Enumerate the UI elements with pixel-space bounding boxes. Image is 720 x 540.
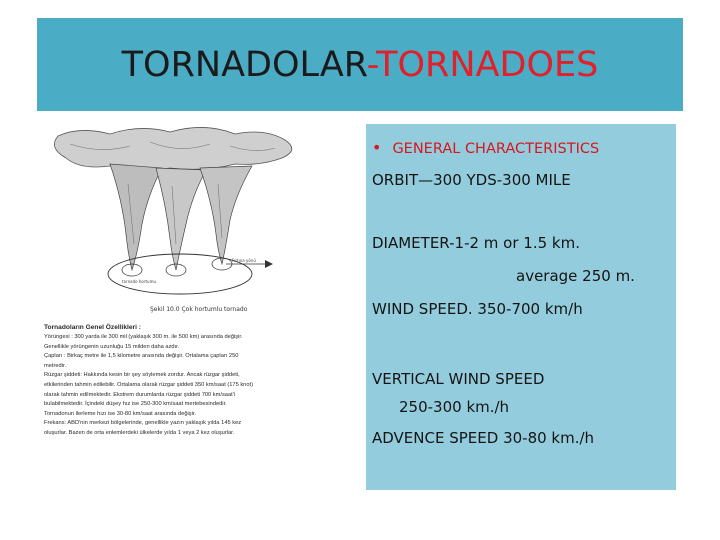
figure-line: Çapları : Birkaç metre ile 1,5 kilometre arasında değişir. Ortalama çapları 250 <box>44 353 239 360</box>
figure-heading: Tornadoların Genel Özellikleri : <box>44 324 141 331</box>
diameter-line: DIAMETER-1-2 m or 1.5 km. <box>372 234 580 252</box>
title-main: TORNADOLAR <box>121 44 367 85</box>
bullet-icon: • <box>372 138 382 157</box>
figure-caption: Şekil 10.0 Çok hortumlu tornado <box>150 306 248 313</box>
figure-line: metredir. <box>44 362 67 369</box>
scanned-figure <box>30 124 350 490</box>
orbit-line: ORBIT—300 YDS-300 MILE <box>372 171 571 189</box>
panel-heading <box>372 138 599 157</box>
figure-line: Genellikle yörüngenin uzunluğu 15 milden daha azdır. <box>44 343 180 350</box>
vertical-wind-label: VERTICAL WIND SPEED <box>372 370 545 388</box>
advence-speed-line: ADVENCE SPEED 30-80 km./h <box>372 429 595 447</box>
figure-line: Yörüngesi : 300 yarda ile 300 mil (yaklaşık 300 m. ile 500 km) arasında değişir. <box>44 334 243 340</box>
wind-speed-line: WIND SPEED. 350-700 km/h <box>372 300 583 318</box>
figure-line: oluşurlar. Bazen de orta enlemlerdeki ülkelerde yılda 1 veya 2 kez oluşurlar. <box>44 429 235 436</box>
characteristics-panel <box>366 124 676 490</box>
figure-label-a: tornado hortumu <box>122 279 156 284</box>
tornado-illustration <box>30 124 350 324</box>
panel-heading-text: GENERAL CHARACTERISTICS <box>392 141 600 157</box>
figure-line: Frekans: ABD'nin merkezi bölgelerinde, genellikle yazın yaklaşık yılda 145 kez <box>44 420 242 427</box>
figure-line: Tornadonun ilerleme hızı ise 30-80 km/saat arasında değişir. <box>44 410 197 417</box>
vertical-wind-value: 250-300 km./h <box>399 398 510 416</box>
slide-title <box>122 45 599 85</box>
diameter-average-line: average 250 m. <box>516 267 635 285</box>
figure-text <box>44 322 344 439</box>
figure-line: bulabilmektedir. İçindeki düşey hız ise 250-300 km/saat mertebesindedir. <box>44 401 227 408</box>
figure-line: Rüzgar şiddeti: Hakkında kesin bir şey söylemek zordur. Ancak rüzgar şiddeti, <box>44 372 240 379</box>
figure-line: olarak tahmin edilmektedir. Ekstrem durumlarda rüzgar şiddeti 700 km/saat'i <box>44 391 236 398</box>
title-band <box>37 18 683 111</box>
figure-line: etkilerinden tahmin edilebilir. Ortalama olarak rüzgar şiddeti 350 km/saat (175 knot) <box>44 381 253 388</box>
figure-label-b: Fırtına yönü <box>232 258 256 263</box>
title-accent: -TORNADOES <box>366 44 599 85</box>
